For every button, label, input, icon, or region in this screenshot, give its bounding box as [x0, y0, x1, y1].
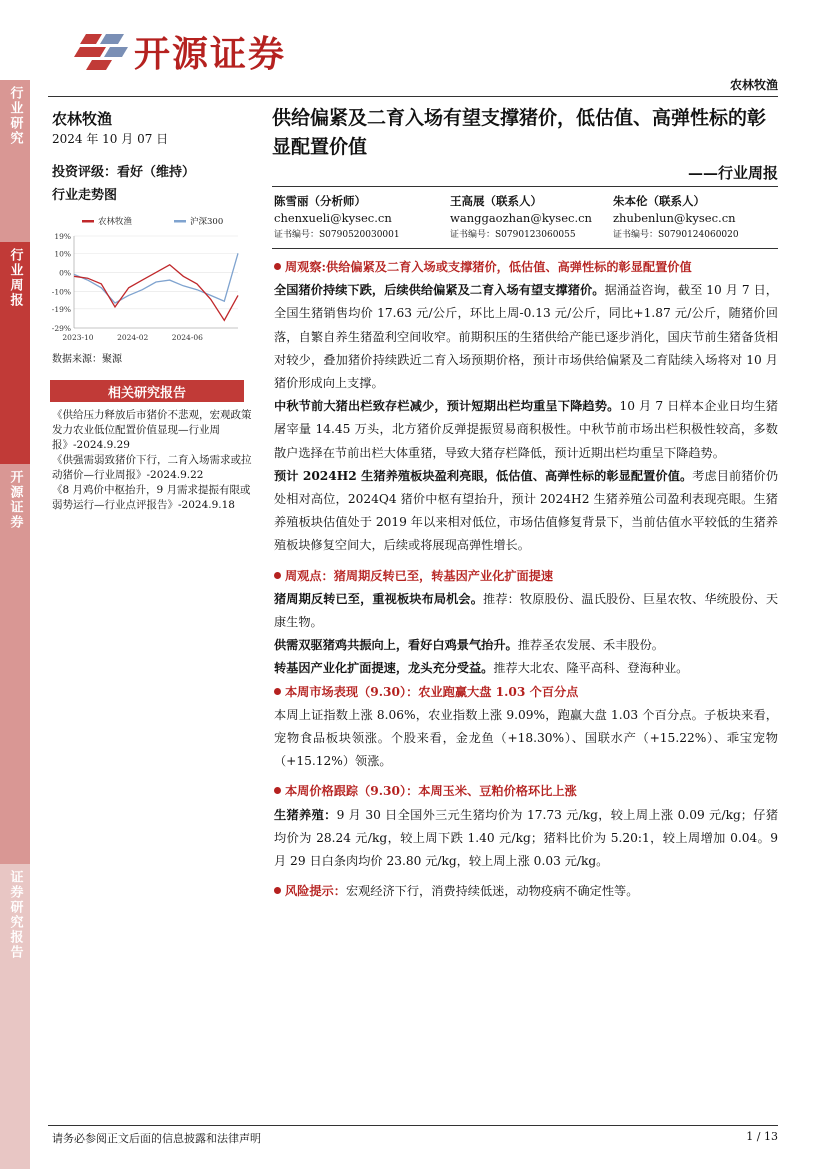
- author-block: [274, 193, 400, 244]
- legend-swatch: [82, 220, 94, 223]
- investment-rating: 投资评级：看好（维持）: [52, 165, 196, 180]
- author-block: [450, 193, 592, 244]
- section-heading: 本周市场表现（9.30）：农业跑赢大盘 1.03 个百分点: [274, 681, 778, 704]
- page-number: 1 / 13: [746, 1130, 778, 1143]
- bullet-icon: [274, 887, 281, 894]
- bullet-icon: [274, 572, 281, 579]
- side-label-research-report: 证券研究报告: [0, 864, 30, 1169]
- report-subtitle: ——行业周报: [687, 164, 778, 182]
- related-report-item[interactable]: 《8 月鸡价中枢抬升，9 月需求提振有限或弱势运行—行业点评报告》-2024.9.18: [52, 484, 251, 511]
- bullet-icon: [274, 688, 281, 695]
- paragraph: 全国猪价持续下跌，后续供给偏紧及二育入场有望支撑猪价。据涌益咨询，截至 10 月 7 日，全国生猪销售均价 17.63 元/公斤，环比上周-0.13 元/公斤，同比+1.87 元/公斤，随猪价回落，自繁自养生猪盈利空间收窄。前期积压的生猪供给产能已逐步消化，国庆节前生猪备货相对较少，叠加猪价持续跌近二育入场预期价格，预计市场供给偏紧及二育陆续入场将对 10 月猪价形成向上支撑。: [274, 283, 778, 391]
- legend-label: 农林牧渔: [98, 217, 133, 227]
- report-body: [274, 256, 778, 903]
- x-tick-label: 2023-10: [62, 333, 94, 342]
- bullet-icon: [274, 263, 281, 270]
- company-logo-text: 开源证券: [134, 34, 287, 75]
- paragraph: 供需双驱猪鸡共振向上，看好白鸡景气抬升。推荐圣农发展、禾丰股份。: [274, 638, 664, 653]
- y-tick-label: 10%: [54, 249, 71, 259]
- report-date: 2024 年 10 月 07 日: [52, 132, 169, 146]
- footer-disclaimer[interactable]: 请务必参阅正文后面的信息披露和法律声明: [52, 1132, 261, 1145]
- paragraph: 中秋节前大猪出栏致存栏减少，预计短期出栏均重呈下降趋势。10 月 7 日样本企业日均生猪屠宰量 14.45 万头，北方猪价反弹提振贸易商积极性。中秋节前市场出栏积极性较高，多数散户选择在节前出栏大体重猪，导致大猪存栏降低，预计近期出栏均重呈下降趋势。: [274, 399, 779, 460]
- section-heading: 本周价格跟踪（9.30）：本周玉米、豆粕价格环比上涨: [274, 780, 778, 803]
- title-divider: [272, 186, 778, 187]
- bullet-icon: [274, 787, 281, 794]
- y-tick-label: -10%: [51, 287, 71, 297]
- risk-paragraph: 风险提示：宏观经济下行，消费持续低迷，动物疫病不确定性等。: [274, 880, 778, 903]
- paragraph: 生猪养殖：9 月 30 日全国外三元生猪均价为 17.73 元/kg，较上周上涨 0.09 元/kg；仔猪均价为 28.24 元/kg，较上周下跌 1.40 元/kg；猪料比价为 5.20:1，较上周增加 0.04。9 月 29 日白条肉均价 23.80 元/kg，较上周上涨 0.03 元/kg。: [274, 807, 779, 869]
- section-heading: 周观点：猪周期反转已至，转基因产业化扩面提速: [274, 565, 778, 588]
- series-line: [74, 265, 238, 321]
- author-name: 王高展（联系人）: [450, 194, 542, 208]
- author-email[interactable]: zhubenlun@kysec.cn: [613, 211, 736, 225]
- trend-chart: [44, 212, 244, 347]
- data-source: 数据来源：聚源: [52, 354, 122, 365]
- x-tick-label: 2024-06: [171, 333, 203, 342]
- paragraph: 猪周期反转已至，重视板块布局机会。推荐：牧原股份、温氏股份、巨星农牧、华统股份、天康生物。: [274, 591, 779, 630]
- related-reports-header: 相关研究报告: [50, 380, 244, 402]
- chart-legend: [82, 216, 223, 227]
- related-report-item[interactable]: 《供强需弱致猪价下行，二育入场需求或拉动猪价—行业周报》-2024.9.22: [52, 454, 252, 481]
- side-label-industry-research: 行业研究: [0, 80, 30, 242]
- paragraph: 本周上证指数上涨 8.06%，农业指数上涨 9.09%，跑赢大盘 1.03 个百分点。子板块来看，宠物食品板块领涨。个股来看，金龙鱼（+18.30%）、国联水产（+15.22%）、乖宝宠物（+15.12%）领涨。: [274, 707, 778, 769]
- footer-divider: [48, 1125, 778, 1126]
- y-tick-label: 19%: [54, 232, 71, 241]
- author-block: [613, 193, 739, 244]
- author-email[interactable]: wanggaozhan@kysec.cn: [450, 211, 592, 225]
- series-line: [74, 253, 238, 303]
- author-name: 陈雪丽（分析师）: [274, 194, 366, 208]
- report-title: 供给偏紧及二育入场有望支撑猪价，低估值、高弹性标的彰显配置价值: [272, 107, 767, 158]
- section-heading: 周观察:供给偏紧及二育入场或支撑猪价，低估值、高弹性标的彰显配置价值: [274, 256, 778, 279]
- trend-chart-title: 行业走势图: [52, 188, 118, 203]
- y-tick-label: -29%: [51, 324, 71, 333]
- header-divider: [48, 96, 778, 97]
- y-tick-label: -19%: [51, 304, 71, 314]
- side-label-weekly: 行业周报: [0, 242, 30, 464]
- related-reports-list: [52, 408, 256, 513]
- y-tick-label: 0%: [59, 268, 71, 278]
- author-cert: 证书编号：S0790520030001: [274, 230, 400, 240]
- x-tick-label: 2024-02: [117, 333, 149, 342]
- related-report-item[interactable]: 《供给压力释放后市猪价不悲观，宏观政策发力农业低位配置价值显现—行业周报》-2024.9.29: [52, 409, 252, 451]
- legend-label: 沪深300: [190, 217, 224, 227]
- paragraph: 预计 2024H2 生猪养殖板块盈利亮眼，低估值、高弹性标的彰显配置价值。考虑目前猪价仍处相对高位，2024Q4 猪价中枢有望抬升，预计 2024H2 生猪养殖公司盈利表现亮眼。生猪养殖板块估值处于 2019 年以来相对低位，市场估值修复背景下，当前估值水平较低的生猪养殖板块修复空间大，后续或将展现高弹性增长。: [274, 468, 779, 553]
- legend-swatch: [174, 220, 186, 223]
- author-cert: 证书编号：S0790123060055: [450, 230, 576, 240]
- author-name: 朱本伦（联系人）: [613, 194, 705, 208]
- paragraph: 转基因产业化扩面提速，龙头充分受益。推荐大北农、隆平高科、登海种业。: [274, 661, 689, 676]
- header-sector-tag: 农林牧渔: [729, 78, 778, 92]
- side-label-company: 开源证券: [0, 464, 30, 864]
- author-divider: [272, 248, 778, 249]
- sector-name: 农林牧渔: [52, 110, 113, 128]
- author-cert: 证书编号：S0790124060020: [613, 230, 739, 240]
- author-email[interactable]: chenxueli@kysec.cn: [274, 211, 392, 225]
- company-logo-mark: [72, 30, 128, 70]
